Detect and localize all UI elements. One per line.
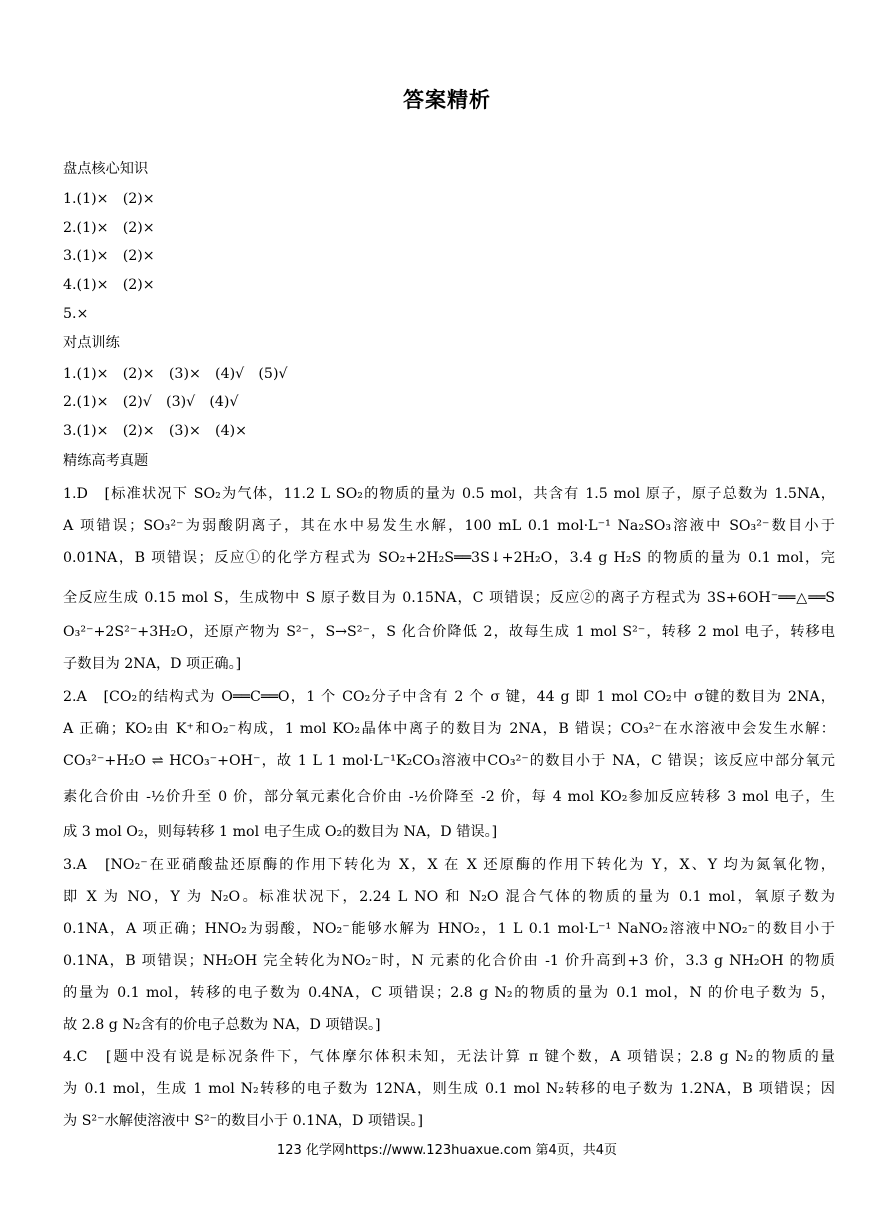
practice-answer: 1.(1)× (2)× (3)× (4)√ (5)√ — [63, 366, 288, 382]
core-answer: 5.× — [63, 306, 89, 322]
exam-line: 为 0.1 mol，生成 1 mol N₂转移的电子数为 12NA，则生成 0.1 mol N₂转移的电子数为 1.2NA，B 项错误；因 — [63, 1081, 835, 1097]
exam-line: 素化合价由 -½价升至 0 价，部分氧元素化合价由 -½价降至 -2 价，每 4 mol KO₂参加反应转移 3 mol 电子，生 — [63, 789, 835, 805]
page-footer: 123 化学网https://www.123huaxue.com 第4页，共4页 — [276, 1143, 618, 1158]
core-answer: 3.(1)× (2)× — [63, 248, 155, 264]
exam-line: CO₃²⁻+H₂O ⇌ HCO₃⁻+OH⁻，故 1 L 1 mol·L⁻¹K₂CO₃溶液中CO₃²⁻的数目小于 NA，C 错误；该反应中部分氧元 — [63, 753, 835, 769]
exam-line: 2.A [CO₂的结构式为 O══C══O，1 个 CO₂分子中含有 2 个 σ 键，44 g 即 1 mol CO₂中 σ键的数目为 2NA， — [63, 689, 835, 705]
practice-answer: 2.(1)× (2)√ (3)√ (4)√ — [63, 394, 239, 410]
exam-line: 成 3 mol O₂，则每转移 1 mol 电子生成 O₂的数目为 NA，D 错误。] — [63, 824, 498, 840]
core-answer: 4.(1)× (2)× — [63, 277, 155, 293]
exam-line: 全反应生成 0.15 mol S，生成物中 S 原子数目为 0.15NA，C 项错误；反应②的离子方程式为 3S+6OH⁻══△══S — [63, 590, 835, 606]
section-heading-practice: 对点训练 — [63, 335, 120, 351]
exam-line: A 正确；KO₂由 K⁺和O₂⁻构成，1 mol KO₂晶体中离子的数目为 2NA，B 错误；CO₃²⁻在水溶液中会发生水解： — [63, 721, 835, 737]
exam-line: 子数目为 2NA，D 项正确。] — [63, 656, 242, 672]
exam-line: 为 S²⁻水解使溶液中 S²⁻的数目小于 0.1NA，D 项错误。] — [63, 1113, 424, 1129]
exam-line: 4.C [题中没有说是标况条件下，气体摩尔体积未知，无法计算 π 键个数，A 项错误；2.8 g N₂的物质的量 — [63, 1049, 835, 1065]
core-answer: 1.(1)× (2)× — [63, 191, 155, 207]
exam-line: 0.01NA，B 项错误；反应①的化学方程式为 SO₂+2H₂S══3S↓+2H₂O，3.4 g H₂S 的物质的量为 0.1 mol，完 — [63, 550, 835, 566]
exam-line: 0.1NA，A 项正确；HNO₂为弱酸，NO₂⁻能够水解为 HNO₂，1 L 0.1 mol·L⁻¹ NaNO₂溶液中NO₂⁻的数目小于 — [63, 921, 835, 937]
exam-line: 的量为 0.1 mol，转移的电子数为 0.4NA，C 项错误；2.8 g N₂的物质的量为 0.1 mol，N 的价电子数为 5， — [63, 985, 835, 1001]
exam-line: 0.1NA，B 项错误；NH₂OH 完全转化为NO₂⁻时，N 元素的化合价由 -1 价升高到+3 价，3.3 g NH₂OH 的物质 — [63, 953, 835, 969]
exam-line: O₃²⁻+2S²⁻+3H₂O，还原产物为 S²⁻，S→S²⁻，S 化合价降低 2，故每生成 1 mol S²⁻，转移 2 mol 电子，转移电 — [63, 624, 835, 640]
section-heading-core: 盘点核心知识 — [63, 161, 149, 177]
section-heading-exam: 精练高考真题 — [63, 453, 149, 469]
exam-line: 1.D [标准状况下 SO₂为气体，11.2 L SO₂的物质的量为 0.5 mol，共含有 1.5 mol 原子，原子总数为 1.5NA， — [63, 486, 835, 502]
exam-line: A 项错误；SO₃²⁻为弱酸阴离子，其在水中易发生水解，100 mL 0.1 mol·L⁻¹ Na₂SO₃溶液中 SO₃²⁻数目小于 — [63, 518, 835, 534]
practice-answer: 3.(1)× (2)× (3)× (4)× — [63, 423, 248, 439]
exam-line: 故 2.8 g N₂含有的价电子总数为 NA，D 项错误。] — [63, 1017, 381, 1033]
core-answer: 2.(1)× (2)× — [63, 220, 155, 236]
exam-line: 即 X 为 NO，Y 为 N₂O。标准状况下，2.24 L NO 和 N₂O 混合气体的物质的量为 0.1 mol，氧原子数为 — [63, 889, 835, 905]
exam-line: 3.A [NO₂⁻在亚硝酸盐还原酶的作用下转化为 X，X 在 X 还原酶的作用下转化为 Y，X、Y 均为氮氧化物， — [63, 857, 835, 873]
page-title: 答案精析 — [403, 88, 491, 112]
